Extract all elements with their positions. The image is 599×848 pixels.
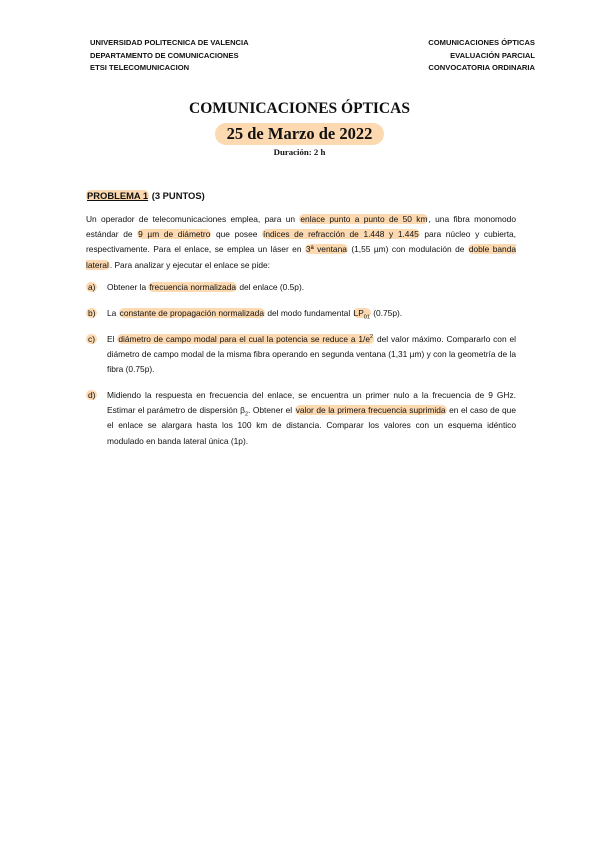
- problem-label: PROBLEMA 1: [87, 190, 149, 201]
- label-text: c): [88, 334, 95, 344]
- school-name: ETSI TELECOMUNICACION: [90, 63, 190, 72]
- highlight-modulation: doble banda lateral: [86, 244, 517, 270]
- question-b: [86, 306, 516, 321]
- question-text: Obtener la: [107, 282, 149, 292]
- course-name: COMUNICACIONES ÓPTICAS: [428, 38, 535, 47]
- exam-duration: Duración: 2 h: [273, 147, 326, 157]
- header-right: [428, 37, 535, 75]
- evaluation-type: EVALUACIÓN PARCIAL: [450, 50, 535, 60]
- statement-text: Un operador de telecomunicaciones emplea, para un: [86, 214, 300, 224]
- question-d-text: [107, 388, 516, 449]
- mode-subscript: 01: [363, 314, 370, 321]
- question-c-text: [107, 332, 516, 378]
- highlight-propagation-constant: constante de propagación normalizada: [119, 308, 264, 318]
- label-text: d): [88, 390, 96, 400]
- beta-subscript: 2: [244, 411, 249, 418]
- highlight-normalized-frequency: frecuencia normalizada: [149, 282, 237, 292]
- statement-text: que posee: [211, 229, 263, 240]
- question-text: Midiendo la respuesta en frecuencia del enlace, se encuentra un primer nulo a la frecuencia de 9 GHz. Estimar el parámetro de dispersión β: [107, 390, 516, 416]
- question-d: [86, 388, 516, 449]
- exam-date: 25 de Marzo de 2022: [215, 123, 385, 145]
- highlight-refractive-indices: índices de refracción de 1.448 y 1.445: [263, 229, 419, 240]
- question-text: del modo fundamental: [265, 308, 353, 318]
- question-d-label: [86, 388, 97, 403]
- date-wrapper: [0, 123, 599, 145]
- problem-heading: [86, 190, 205, 201]
- question-a-text: [107, 280, 516, 295]
- question-a: [86, 280, 516, 295]
- question-a-label: [86, 280, 97, 295]
- question-b-text: [107, 306, 516, 321]
- header-left: [90, 37, 249, 75]
- statement-text: . Para analizar y ejecutar el enlace se pide:: [109, 259, 270, 270]
- question-c: [86, 332, 516, 378]
- highlight-mode-lp01: [353, 308, 371, 321]
- exam-title: COMUNICACIONES ÓPTICAS: [189, 100, 410, 117]
- department-name: DEPARTAMENTO DE COMUNICACIONES: [90, 50, 239, 60]
- highlight-window: 3ª ventana: [305, 244, 347, 255]
- label-text: a): [88, 282, 96, 292]
- problem-statement: [86, 212, 516, 273]
- question-text: El: [107, 334, 118, 344]
- statement-text: , una fibra monomodo estándar de: [86, 214, 517, 240]
- superscript: 2: [370, 334, 374, 341]
- question-text: (0.75p).: [370, 308, 403, 318]
- question-text: . Obtener el: [248, 405, 295, 416]
- highlight-link-length: enlace punto a punto de 50 km: [300, 214, 428, 224]
- highlight-text: diámetro de campo modal para el cual la potencia se reduce a 1/e: [118, 334, 371, 344]
- question-text: La: [107, 308, 119, 318]
- label-text: b): [88, 308, 96, 318]
- statement-text: para núcleo y cubierta, respectivamente. Para el enlace, se emplea un láser en: [86, 229, 517, 255]
- university-name: UNIVERSIDAD POLITECNICA DE VALENCIA: [90, 38, 249, 47]
- question-c-label: [86, 332, 97, 347]
- call-type: CONVOCATORIA ORDINARIA: [428, 63, 535, 72]
- highlight-core-diameter: 9 µm de diámetro: [138, 229, 211, 240]
- statement-text: (1,55 µm) con modulación de: [347, 244, 468, 255]
- question-text: en el caso de que el enlace se alargara hasta los 100 km de distancia. Comparar los valores con un esquema idéntico modulado en banda lateral única (1p).: [107, 405, 516, 446]
- question-text: del valor máximo. Compararlo con el diámetro de campo modal de la misma fibra operando en segunda ventana (1,31 µm) y con la geometría de la fibra (0.75p).: [107, 334, 516, 375]
- highlight-mode-field-diameter: [117, 334, 374, 344]
- mode-name: LP: [353, 308, 364, 318]
- problem-points: (3 PUNTOS): [151, 190, 205, 201]
- highlight-suppressed-frequency: valor de la primera frecuencia suprimida: [295, 405, 446, 416]
- question-text: del enlace (0.5p).: [237, 282, 305, 292]
- question-b-label: [86, 306, 97, 321]
